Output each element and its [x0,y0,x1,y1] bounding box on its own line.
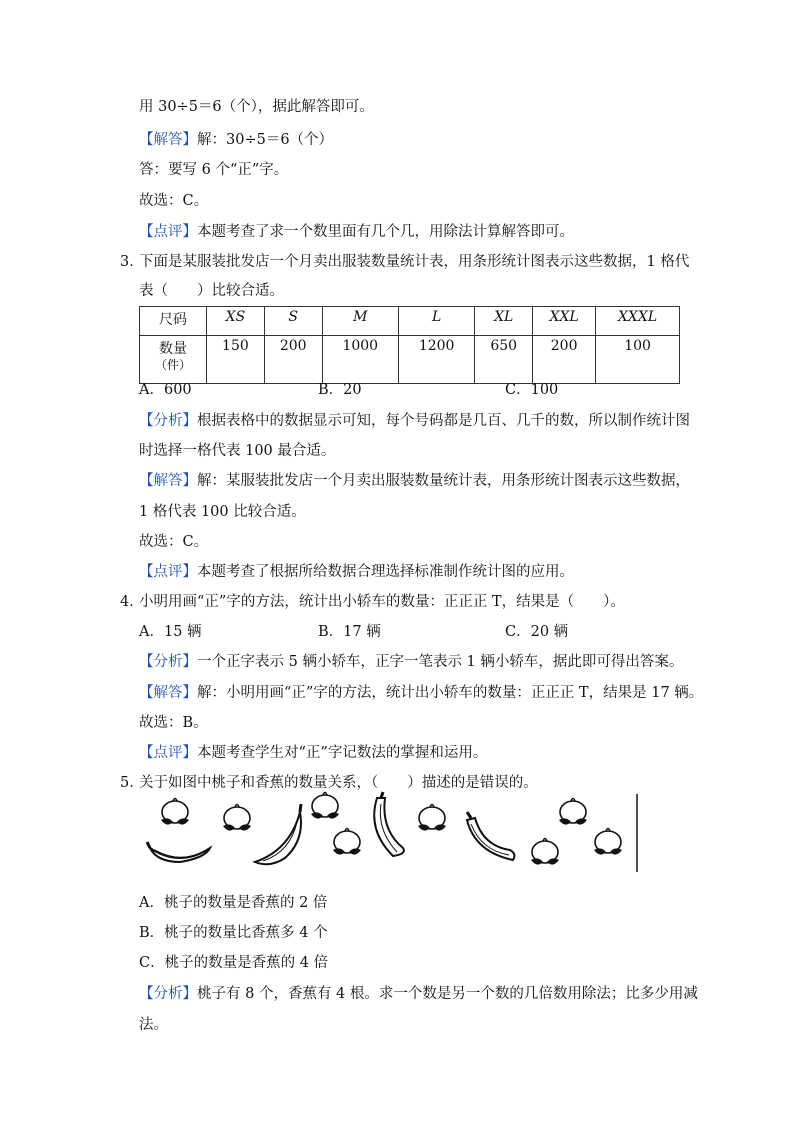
table-header-label: 尺码 [140,307,207,336]
q4-stem: 小明用画“正”字的方法，统计出小轿车的数量：正正正 T，结果是（ ）。 [139,594,625,610]
peach-icon [559,799,587,825]
q3-review-text: 本题考查了根据所给数据合理选择标准制作统计图的应用。 [197,564,574,580]
banana-icon [467,812,514,860]
q4-answer-text: 解：小明用画“正”字的方法，统计出小轿车的数量：正正正 T，结果是 17 辆。 [197,685,704,701]
peach-icon [311,793,339,819]
q3-analysis-text: 根据表格中的数据显示可知，每个号码都是几百、几千的数，所以制作统计图 [197,413,690,429]
qty-unit: （件） [154,358,191,372]
q5-analysis-line2: 法。 [139,1017,168,1033]
q3-stem-line2: 表（ ）比较合适。 [139,283,284,299]
qty-label: 数量 [159,341,187,357]
q2-choice: 故选：C。 [139,193,209,209]
q3-analysis-line2: 时选择一格代表 100 最合适。 [139,443,336,459]
qty-cell: 100 [596,336,680,384]
peach-icon [531,839,559,865]
q5-option-c: C．桃子的数量是香蕉的 4 倍 [139,955,329,971]
q4-choice: 故选：B。 [139,715,208,731]
q4-review [139,743,487,763]
q4-option-c: C．20 辆 [505,624,569,640]
banana-icon [255,804,301,864]
review-tag: 【点评】 [139,564,197,580]
review-tag: 【点评】 [139,745,197,761]
q5-analysis [139,984,698,1004]
peach-icon [161,799,189,825]
size-cell: S [264,307,322,336]
peach-icon [333,829,361,855]
q4-option-b: B．17 辆 [318,624,381,640]
size-cell: M [322,307,398,336]
q5-stem: 关于如图中桃子和香蕉的数量关系，（ ）描述的是错误的。 [139,775,538,791]
q3-option-a: A．600 [139,382,192,398]
q4-analysis-text: 一个正字表示 5 辆小轿车，正字一笔表示 1 辆小轿车，据此即可得出答案。 [197,654,684,670]
q2-reply: 答：要写 6 个“正”字。 [139,162,289,178]
q3-option-c: C．100 [505,382,559,398]
q3-review [139,562,574,582]
sales-table [139,306,680,384]
q4-review-text: 本题考查学生对“正”字记数法的掌握和运用。 [197,745,488,761]
size-cell: L [398,307,474,336]
q3-answer [139,471,690,491]
q4-analysis [139,652,683,672]
review-tag: 【点评】 [139,224,197,240]
table-row [140,336,680,384]
q3-stem-line1: 下面是某服装批发店一个月卖出服装数量统计表，用条形统计图表示这些数据，1 格代 [139,254,690,270]
q3-analysis [139,411,690,431]
peach-icon [594,829,622,855]
qty-cell: 200 [533,336,596,384]
q3-option-b: B．20 [318,382,362,398]
qty-cell: 1000 [322,336,398,384]
answer-tag: 【解答】 [139,132,197,148]
size-cell: XS [207,307,265,336]
qty-cell: 150 [207,336,265,384]
banana-icon [374,792,404,856]
analysis-tag: 【分析】 [139,413,197,429]
qty-cell: 1200 [398,336,474,384]
q3-answer-line2: 1 格代表 100 比较合适。 [139,504,306,520]
q4-number: 4． [120,594,144,610]
answer-tag: 【解答】 [139,685,197,701]
answer-tag: 【解答】 [139,473,197,489]
q2-review [139,222,574,242]
analysis-tag: 【分析】 [139,986,197,1002]
q5-number: 5． [120,775,144,791]
q5-analysis-text: 桃子有 8 个，香蕉有 4 根。求一个数是另一个数的几倍数用除法；比多少用减 [197,986,698,1002]
banana-icon [147,842,210,862]
q5-option-a: A．桃子的数量是香蕉的 2 倍 [139,895,328,911]
qty-cell: 200 [264,336,322,384]
q2-review-text: 本题考查了求一个数里面有几个几，用除法计算解答即可。 [197,224,574,240]
q2-answer-text: 解：30÷5＝6（个） [197,132,334,148]
qty-cell: 650 [475,336,533,384]
q3-choice: 故选：C。 [139,534,209,550]
q3-answer-text: 解：某服装批发店一个月卖出服装数量统计表，用条形统计图表示这些数据， [197,473,690,489]
q5-option-b: B．桃子的数量比香蕉多 4 个 [139,925,328,941]
table-row [140,307,680,336]
size-cell: XXL [533,307,596,336]
q4-answer [139,683,703,703]
q3-number: 3． [120,254,144,270]
qty-label-cell [140,336,207,384]
size-cell: XXXL [596,307,680,336]
q4-option-a: A．15 辆 [139,624,202,640]
peach-icon [223,805,251,831]
q2-solution-line: 用 30÷5＝6（个），据此解答即可。 [139,99,374,115]
fruit-picture [145,790,645,875]
peach-icon [418,805,446,831]
size-cell: XL [475,307,533,336]
analysis-tag: 【分析】 [139,654,197,670]
q2-answer [139,130,333,150]
